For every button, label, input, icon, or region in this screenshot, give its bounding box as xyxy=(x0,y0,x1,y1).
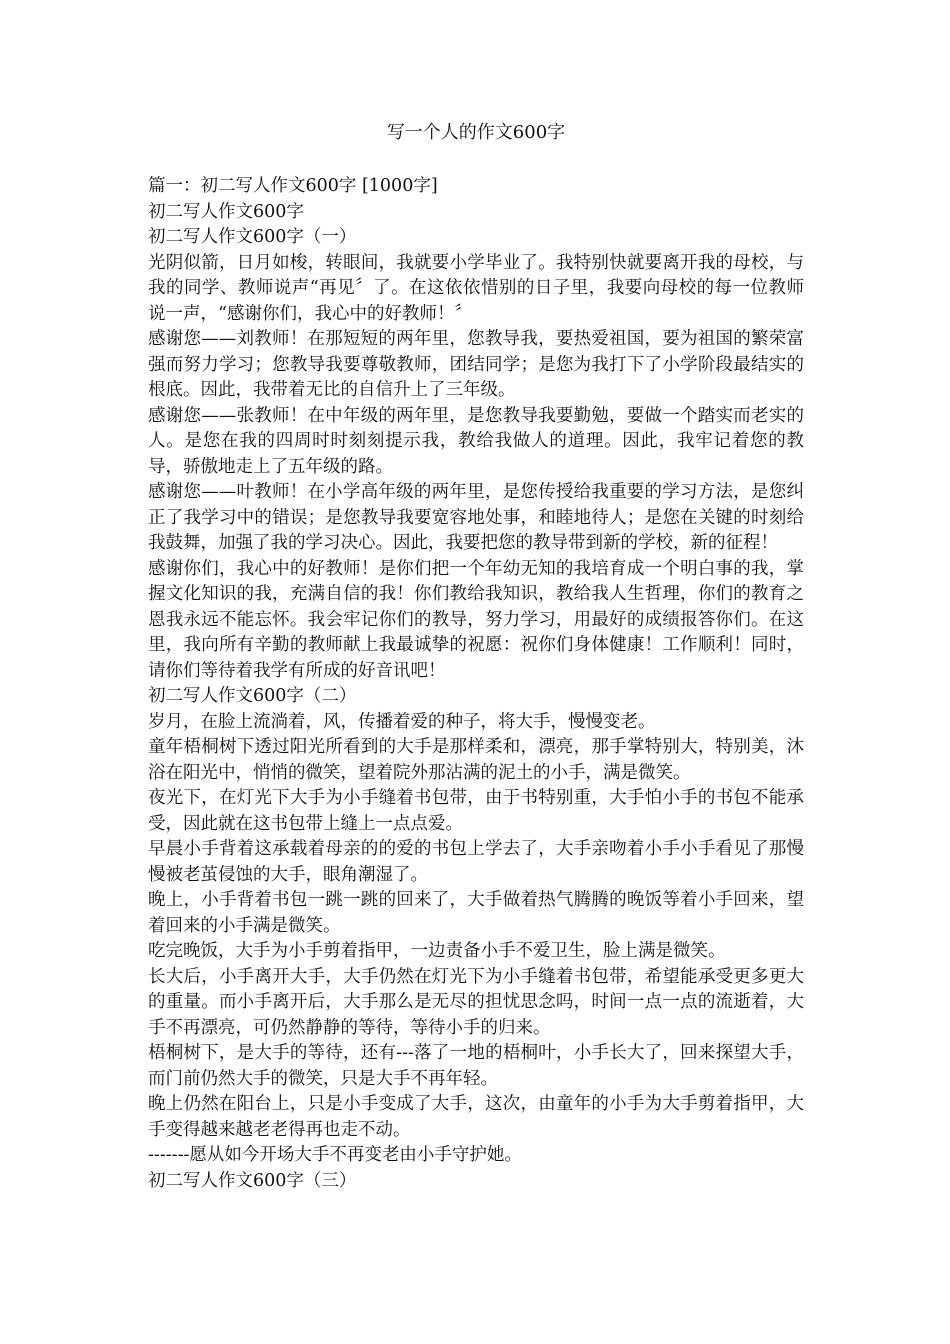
paragraph: 光阴似箭，日月如梭，转眼间，我就要小学毕业了。我特别快就要离开我的母校，与我的同学、教师说声“再见〞了。在这依依惜别的日子里，我要向母校的每一位教师说一声，“感谢你们，我心中的好教师！〞 xyxy=(148,252,804,324)
paragraph: 感谢您——叶教师！在小学高年级的两年里，是您传授给我重要的学习方法，是您纠正了我学习中的错误；是您教导我要宽容地处事，和睦地待人；是您在关键的时刻给我鼓舞，加强了我的学习决心。因此，我要把您的教导带到新的学校，新的征程！ xyxy=(148,482,804,553)
essay-heading: 初二写人作文600字（三） xyxy=(148,1170,357,1191)
paragraph: 梧桐树下，是大手的等待，还有---落了一地的梧桐叶，小手长大了，回来探望大手，而门前仍然大手的微笑，只是大手不再年轻。 xyxy=(148,1043,804,1089)
paragraph: 岁月，在脸上流淌着，风，传播着爱的种子，将大手，慢慢变老。 xyxy=(148,711,656,732)
paragraph: 吃完晚饭，大手为小手剪着指甲，一边责备小手不爱卫生，脸上满是微笑。 xyxy=(148,941,726,961)
essay-heading: 初二写人作文600字（一） xyxy=(148,227,357,247)
document-title: 写一个人的作文600字 xyxy=(386,122,566,143)
section-heading: 初二写人作文600字 xyxy=(148,201,304,222)
paragraph: 晚上仍然在阳台上，只是小手变成了大手，这次，由童年的小手为大手剪着指甲，大手变得越来越老老得再也走不动。 xyxy=(148,1094,804,1140)
paragraph: 感谢你们，我心中的好教师！是你们把一个年幼无知的我培育成一个明白事的我，掌握文化知识的我，充满自信的我！你们教给我知识，教给我人生哲理，你们的教育之恩我永远不能忘怀。我会牢记你们的教导，努力学习，用最好的成绩报答你们。在这里，我向所有辛勤的教师献上我最诚挚的祝愿：祝你们身体健康！工作顺利！同时，请你们等待着我学有所成的好音讯吧！ xyxy=(148,558,804,681)
paragraph: 感谢您——刘教师！在那短短的两年里，您教导我，要热爱祖国，要为祖国的繁荣富强而努力学习；您教导我要尊敬教师，团结同学；是您为我打下了小学阶段最结实的根底。因此，我带着无比的自信升上了三年级。 xyxy=(148,329,804,400)
paragraph: 童年梧桐树下透过阳光所看到的大手是那样柔和，漂亮，那手掌特别大，特别美，沐浴在阳光中，悄悄的微笑，望着院外那沾满的泥土的小手，满是微笑。 xyxy=(148,737,804,783)
paragraph: 长大后，小手离开大手，大手仍然在灯光下为小手缝着书包带，希望能承受更多更大的重量。而小手离开后，大手那么是无尽的担忧思念吗，时间一点一点的流逝着，大手不再漂亮，可仍然静静的等待，等待小手的归来。 xyxy=(148,966,804,1038)
paragraph: 夜光下，在灯光下大手为小手缝着书包带，由于书特别重，大手怕小手的书包不能承受，因此就在这书包带上缝上一点点爱。 xyxy=(148,788,804,834)
paragraph: 感谢您——张教师！在中年级的两年里，是您教导我要勤勉，要做一个踏实而老实的人。是您在我的四周时时刻刻提示我，教给我做人的道理。因此，我牢记着您的教导，骄傲地走上了五年级的路。 xyxy=(148,405,804,477)
paragraph: -------愿从如今开场大手不再变老由小手守护她。 xyxy=(148,1145,522,1165)
document-page xyxy=(148,120,804,1194)
paragraph: 晚上，小手背着书包一跳一跳的回来了，大手做着热气腾腾的晚饭等着小手回来，望着回来的小手满是微笑。 xyxy=(148,890,804,936)
paragraph: 早晨小手背着这承载着母亲的的爱的书包上学去了，大手亲吻着小手小手看见了那慢慢被老茧侵蚀的大手，眼角潮湿了。 xyxy=(148,839,804,885)
document-body xyxy=(148,174,804,1194)
section-heading: 篇一：初二写人作文600字 [1000字] xyxy=(148,176,438,196)
essay-heading: 初二写人作文600字（二） xyxy=(148,686,357,706)
